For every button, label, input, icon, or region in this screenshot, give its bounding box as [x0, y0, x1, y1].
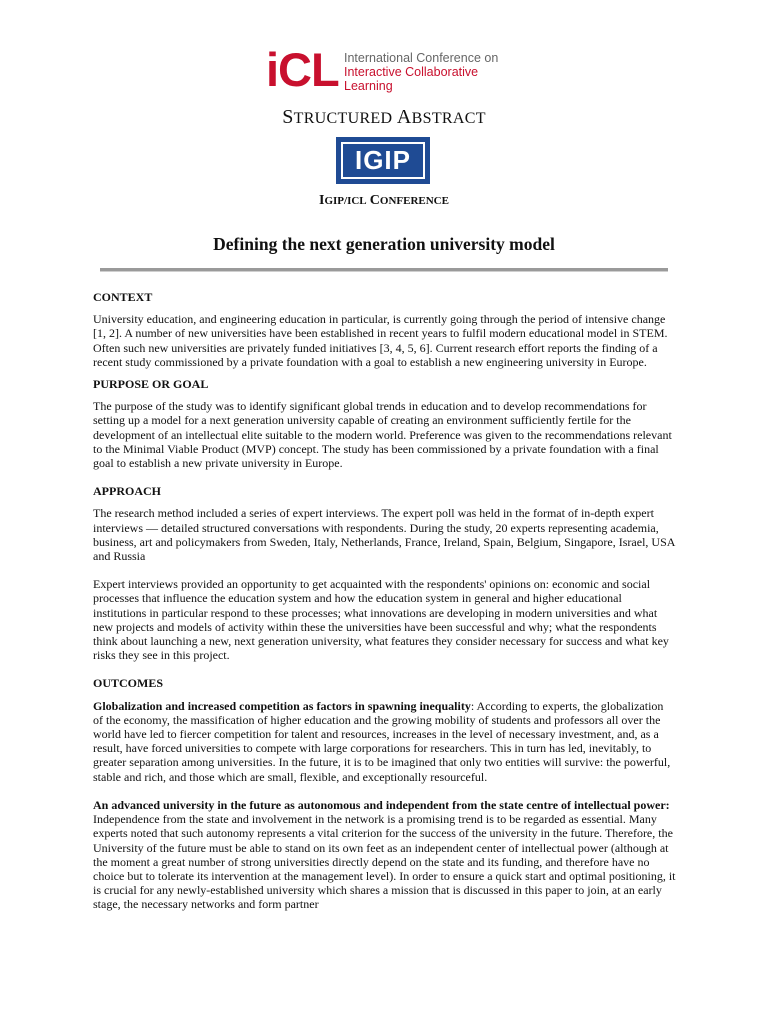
purpose-paragraph: The purpose of the study was to identify significant global trends in education and to develop recommendations for setting up a model for a next generation university capable of creating an environment sufficiently fertile for the development of an intellectual elite suitable to the modern world. Preference was given to the recommendations relevant to the Minimal Viable Product (MVP) concept. The study has been commissioned by a private foundation with a final goal to establish a new private university in Europe. [93, 399, 672, 471]
outcomes-paragraph-1-text: : According to experts, the globalization of the economy, the massification of higher education and the growing mobility of students and professors all over the world have led to fiercer competition for talent and resources, increases in the level of necessary investment, and, as a result, have forced universities to compete with large corporations for researchers. This in turn has led, inevitably, to greater separation among universities. In the future, it is to be imagined that only two entities will survive: the powerful, stable and rich, and those which are small, flexible, and exceptionally resourceful. [93, 698, 671, 784]
structured-abstract-text: STRUCTURED ABSTRACT [282, 106, 486, 128]
section-heading-outcomes: OUTCOMES [93, 676, 164, 691]
context-paragraph: University education, and engineering education in particular, is currently going through the period of intensive change [1, 2]. A number of new universities have been established in recent years to fulfil modern educational model in STEM. Often such new universities are privately funded initiatives [3, 4, 5, 6]. Current research effort reports the finding of a recent study commissioned by a private foundation with a goal to establish a new engineering university in Europe. [93, 312, 668, 369]
igip-logo-text: IGIP [341, 142, 425, 179]
abstract-body [93, 290, 676, 912]
approach-paragraph-2: Expert interviews provided an opportunity to get acquainted with the respondents' opinions on: economic and social processes that influence the education system and how the education system in general and higher educational institutions in particular respond to these processes; what innovations are developing in modern universities and what new projects and models of activity within these the universities have been successful and why; what the respondents think about launching a new, next generation university, what features they consider necessary for success and what key risks they see in this project. [93, 577, 669, 663]
conference-title-text: IGIP/ICL CONFERENCE [319, 193, 449, 208]
icl-logo [266, 42, 516, 98]
section-heading-context: CONTEXT [93, 290, 153, 304]
icl-logo-line-2: Interactive Collaborative [344, 65, 479, 79]
icl-logo-text [344, 51, 498, 93]
conference-title [0, 193, 768, 209]
outcomes-paragraph-2-text: Independence from the state and involvement in the network is a promising trend is to be regarded as essential. Many experts noted that such autonomy represents a vital criterion for the success of the university in the future. Therefore, the University of the future must be able to stand on its own feet as an independent center of intellectual power (although at the moment a great number of strong universities directly depend on the state and its funding, and therefore have no choice but to tolerate its intervention at the management level). In order to ensure a quick start and optimal positioning, it is crucial for any newly-established university which shares a mission that is discussed in this paper to join, at an early stage, the necessary networks and form partner [93, 812, 676, 912]
title-divider [100, 268, 668, 272]
outcomes-paragraph-1-lead: Globalization and increased competition as factors in spawning inequality [93, 698, 471, 713]
icl-logo-mark: iCL [266, 43, 339, 96]
section-heading-purpose: PURPOSE OR GOAL [93, 377, 209, 392]
outcomes-paragraph-1 [93, 699, 676, 784]
paper-title: Defining the next generation university model [213, 234, 555, 254]
outcomes-paragraph-2-lead: An advanced university in the future as autonomous and independent from the state centre of intellectual power: [93, 797, 670, 812]
icl-logo-line-1: International Conference on [344, 51, 499, 65]
structured-abstract-title [0, 106, 768, 129]
igip-logo [336, 137, 430, 184]
section-heading-approach: APPROACH [93, 484, 161, 499]
icl-logo-line-3: Learning [344, 79, 393, 93]
outcomes-paragraph-2 [93, 798, 676, 912]
approach-paragraph-1: The research method included a series of expert interviews. The expert poll was held in the format of in-depth expert interviews — detailed structured conversations with respondents. During the study, 20 experts representing academia, business, art and policymakers from Sweden, Italy, Netherlands, France, Ireland, Spain, Belgium, Singapore, Israel, USA and Russia [93, 506, 675, 564]
